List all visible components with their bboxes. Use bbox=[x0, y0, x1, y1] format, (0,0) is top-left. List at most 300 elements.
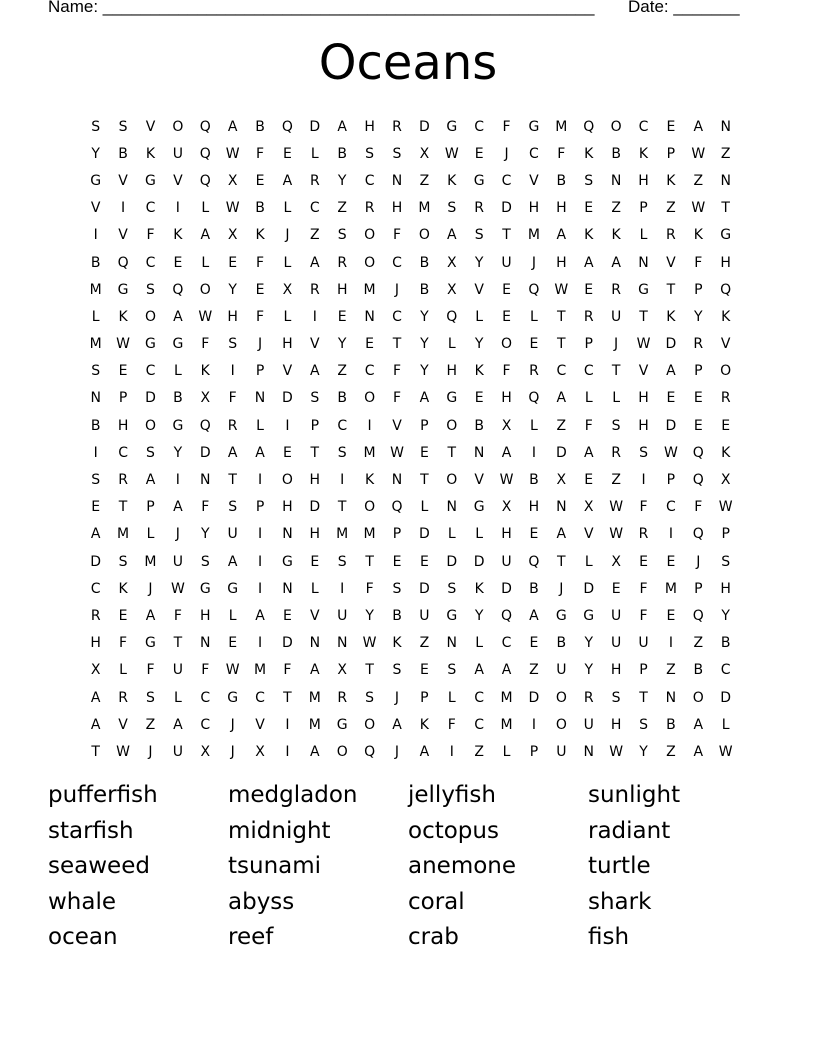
grid-letter[interactable]: U bbox=[501, 553, 512, 570]
grid-letter[interactable]: P bbox=[694, 281, 703, 298]
grid-letter[interactable]: S bbox=[365, 689, 375, 706]
grid-letter[interactable]: Z bbox=[337, 363, 347, 380]
grid-letter[interactable]: A bbox=[255, 444, 265, 461]
grid-letter[interactable]: G bbox=[145, 635, 156, 652]
grid-letter[interactable]: T bbox=[639, 689, 648, 706]
grid-letter[interactable]: D bbox=[720, 689, 732, 706]
grid-letter[interactable]: S bbox=[228, 336, 238, 353]
grid-letter[interactable]: N bbox=[200, 635, 211, 652]
grid-letter[interactable]: N bbox=[254, 390, 266, 407]
grid-letter[interactable]: Y bbox=[474, 336, 484, 353]
grid-letter[interactable]: O bbox=[144, 417, 156, 434]
grid-letter[interactable]: S bbox=[447, 662, 457, 679]
grid-letter[interactable]: Q bbox=[528, 553, 540, 570]
grid-letter[interactable]: N bbox=[610, 172, 622, 189]
grid-letter[interactable]: E bbox=[228, 635, 238, 652]
grid-letter[interactable]: M bbox=[336, 526, 349, 543]
grid-letter[interactable]: E bbox=[118, 363, 128, 380]
grid-letter[interactable]: Y bbox=[420, 363, 429, 380]
grid-letter[interactable]: A bbox=[337, 118, 347, 135]
grid-letter[interactable]: G bbox=[446, 607, 458, 624]
grid-letter[interactable]: K bbox=[200, 363, 210, 380]
grid-letter[interactable]: I bbox=[121, 200, 126, 217]
grid-letter[interactable]: P bbox=[392, 526, 402, 543]
grid-letter[interactable]: Z bbox=[611, 472, 621, 489]
grid-letter[interactable]: B bbox=[529, 472, 539, 489]
grid-letter[interactable]: L bbox=[173, 363, 182, 380]
grid-letter[interactable]: S bbox=[584, 172, 594, 189]
grid-letter[interactable]: A bbox=[310, 662, 320, 679]
grid-letter[interactable]: I bbox=[531, 716, 537, 733]
grid-letter[interactable]: M bbox=[89, 281, 102, 298]
grid-letter[interactable]: C bbox=[392, 254, 402, 271]
grid-letter[interactable]: C bbox=[145, 363, 156, 380]
grid-letter[interactable]: B bbox=[474, 417, 484, 434]
grid-letter[interactable]: D bbox=[90, 553, 102, 570]
grid-letter[interactable]: E bbox=[666, 607, 676, 624]
grid-letter[interactable]: X bbox=[337, 662, 347, 679]
grid-letter[interactable]: G bbox=[528, 118, 540, 135]
grid-letter[interactable]: B bbox=[419, 254, 430, 271]
grid-letter[interactable]: U bbox=[501, 254, 512, 271]
grid-letter[interactable]: M bbox=[144, 553, 157, 570]
grid-letter[interactable]: W bbox=[499, 472, 514, 489]
grid-letter[interactable]: W bbox=[718, 499, 733, 516]
grid-letter[interactable]: B bbox=[419, 281, 430, 298]
grid-letter[interactable]: O bbox=[446, 417, 458, 434]
grid-letter[interactable]: S bbox=[611, 417, 621, 434]
grid-letter[interactable]: U bbox=[556, 743, 567, 760]
grid-letter[interactable]: V bbox=[255, 716, 265, 733]
grid-letter[interactable]: O bbox=[555, 689, 567, 706]
grid-letter[interactable]: E bbox=[529, 635, 539, 652]
grid-letter[interactable]: G bbox=[336, 716, 348, 733]
grid-letter[interactable]: H bbox=[282, 499, 293, 516]
grid-letter[interactable]: M bbox=[500, 689, 513, 706]
grid-letter[interactable]: N bbox=[446, 499, 458, 516]
grid-letter[interactable]: K bbox=[447, 172, 457, 189]
grid-letter[interactable]: S bbox=[365, 145, 375, 162]
grid-letter[interactable]: T bbox=[557, 553, 566, 570]
grid-letter[interactable]: O bbox=[446, 472, 458, 489]
grid-letter[interactable]: F bbox=[392, 363, 402, 380]
grid-letter[interactable]: U bbox=[172, 145, 183, 162]
grid-letter[interactable]: C bbox=[666, 499, 676, 516]
grid-letter[interactable]: N bbox=[638, 254, 649, 271]
grid-letter[interactable]: C bbox=[474, 118, 485, 135]
grid-letter[interactable]: A bbox=[446, 227, 457, 244]
grid-letter[interactable]: A bbox=[200, 227, 211, 244]
grid-letter[interactable]: Y bbox=[337, 336, 347, 353]
grid-letter[interactable]: U bbox=[583, 716, 594, 733]
grid-letter[interactable]: I bbox=[257, 635, 263, 652]
grid-letter[interactable]: I bbox=[668, 635, 673, 652]
grid-letter[interactable]: F bbox=[557, 145, 566, 162]
grid-letter[interactable]: D bbox=[418, 118, 430, 135]
grid-letter[interactable]: K bbox=[419, 716, 429, 733]
grid-letter[interactable]: R bbox=[611, 281, 621, 298]
grid-letter[interactable]: O bbox=[364, 390, 376, 407]
grid-letter[interactable]: T bbox=[557, 308, 566, 325]
grid-letter[interactable]: O bbox=[172, 118, 184, 135]
grid-letter[interactable]: F bbox=[146, 227, 155, 244]
grid-letter[interactable]: P bbox=[639, 662, 648, 679]
grid-letter[interactable]: K bbox=[118, 308, 128, 325]
grid-letter[interactable]: B bbox=[337, 390, 348, 407]
grid-letter[interactable]: Q bbox=[692, 444, 704, 461]
grid-letter[interactable]: A bbox=[556, 390, 567, 407]
grid-letter[interactable]: A bbox=[90, 689, 101, 706]
grid-letter[interactable]: C bbox=[118, 444, 128, 461]
grid-letter[interactable]: Y bbox=[337, 172, 347, 189]
grid-letter[interactable]: C bbox=[392, 308, 402, 325]
grid-letter[interactable]: K bbox=[173, 227, 183, 244]
grid-letter[interactable]: G bbox=[172, 417, 184, 434]
grid-letter[interactable]: L bbox=[447, 336, 456, 353]
grid-letter[interactable]: U bbox=[610, 607, 622, 624]
grid-letter[interactable]: M bbox=[555, 118, 568, 135]
grid-letter[interactable]: I bbox=[312, 308, 317, 325]
grid-letter[interactable]: B bbox=[392, 607, 402, 624]
grid-letter[interactable]: H bbox=[90, 635, 101, 652]
grid-letter[interactable]: S bbox=[447, 200, 457, 217]
grid-letter[interactable]: B bbox=[666, 716, 676, 733]
grid-letter[interactable]: F bbox=[201, 499, 210, 516]
grid-letter[interactable]: S bbox=[310, 390, 320, 407]
grid-letter[interactable]: G bbox=[720, 227, 732, 244]
grid-letter[interactable]: J bbox=[394, 689, 400, 706]
grid-letter[interactable]: P bbox=[420, 417, 429, 434]
grid-letter[interactable]: N bbox=[665, 689, 677, 706]
grid-letter[interactable]: A bbox=[419, 743, 430, 760]
grid-letter[interactable]: D bbox=[501, 580, 512, 597]
grid-letter[interactable]: T bbox=[365, 553, 374, 570]
grid-letter[interactable]: A bbox=[173, 308, 183, 325]
grid-letter[interactable]: B bbox=[611, 145, 621, 162]
grid-letter[interactable]: U bbox=[419, 607, 430, 624]
grid-letter[interactable]: Z bbox=[666, 743, 676, 760]
grid-letter[interactable]: X bbox=[90, 662, 101, 679]
grid-letter[interactable]: R bbox=[474, 200, 485, 217]
grid-letter[interactable]: W bbox=[663, 444, 678, 461]
grid-letter[interactable]: M bbox=[89, 336, 102, 353]
grid-letter[interactable]: N bbox=[446, 635, 458, 652]
grid-letter[interactable]: P bbox=[255, 363, 265, 380]
grid-letter[interactable]: U bbox=[227, 526, 238, 543]
grid-letter[interactable]: I bbox=[257, 472, 263, 489]
grid-letter[interactable]: E bbox=[255, 172, 265, 189]
grid-letter[interactable]: S bbox=[447, 580, 457, 597]
grid-letter[interactable]: W bbox=[116, 743, 130, 760]
grid-letter[interactable]: H bbox=[556, 200, 567, 217]
grid-letter[interactable]: F bbox=[228, 390, 237, 407]
grid-letter[interactable]: S bbox=[392, 662, 402, 679]
grid-letter[interactable]: H bbox=[610, 716, 622, 733]
grid-letter[interactable]: X bbox=[227, 227, 238, 244]
grid-letter[interactable]: N bbox=[282, 526, 293, 543]
grid-letter[interactable]: Q bbox=[528, 390, 540, 407]
grid-letter[interactable]: N bbox=[720, 118, 731, 135]
grid-letter[interactable]: C bbox=[474, 716, 485, 733]
grid-letter[interactable]: U bbox=[172, 553, 183, 570]
grid-letter[interactable]: T bbox=[337, 499, 347, 516]
grid-letter[interactable]: J bbox=[175, 526, 180, 543]
grid-letter[interactable]: G bbox=[227, 689, 239, 706]
grid-letter[interactable]: T bbox=[283, 689, 292, 706]
grid-letter[interactable]: W bbox=[170, 580, 185, 597]
grid-letter[interactable]: D bbox=[555, 444, 567, 461]
grid-letter[interactable]: H bbox=[501, 390, 512, 407]
grid-letter[interactable]: T bbox=[91, 743, 100, 760]
grid-letter[interactable]: E bbox=[693, 417, 703, 434]
grid-letter[interactable]: C bbox=[501, 635, 512, 652]
grid-letter[interactable]: E bbox=[283, 145, 292, 162]
grid-letter[interactable]: O bbox=[281, 472, 293, 489]
grid-letter[interactable]: Z bbox=[666, 200, 676, 217]
grid-letter[interactable]: F bbox=[584, 417, 593, 434]
grid-letter[interactable]: Q bbox=[692, 607, 704, 624]
grid-letter[interactable]: V bbox=[474, 281, 484, 298]
grid-letter[interactable]: D bbox=[528, 689, 540, 706]
grid-letter[interactable]: C bbox=[720, 662, 731, 679]
grid-letter[interactable]: S bbox=[228, 499, 238, 516]
grid-letter[interactable]: G bbox=[555, 607, 567, 624]
grid-letter[interactable]: E bbox=[255, 281, 265, 298]
grid-letter[interactable]: N bbox=[720, 172, 731, 189]
grid-letter[interactable]: G bbox=[145, 172, 156, 189]
grid-letter[interactable]: A bbox=[556, 227, 567, 244]
grid-letter[interactable]: L bbox=[530, 417, 538, 434]
grid-letter[interactable]: I bbox=[93, 227, 98, 244]
grid-letter[interactable]: I bbox=[230, 363, 235, 380]
grid-letter[interactable]: K bbox=[666, 172, 676, 189]
grid-letter[interactable]: F bbox=[365, 580, 374, 597]
grid-letter[interactable]: N bbox=[473, 444, 485, 461]
grid-letter[interactable]: B bbox=[693, 662, 704, 679]
grid-letter[interactable]: T bbox=[611, 363, 621, 380]
grid-letter[interactable]: Z bbox=[693, 635, 704, 652]
grid-letter[interactable]: L bbox=[447, 689, 456, 706]
grid-letter[interactable]: S bbox=[639, 716, 648, 733]
grid-letter[interactable]: J bbox=[696, 553, 701, 570]
grid-letter[interactable]: E bbox=[283, 607, 292, 624]
grid-letter[interactable]: X bbox=[446, 281, 457, 298]
grid-letter[interactable]: A bbox=[474, 662, 484, 679]
grid-letter[interactable]: E bbox=[419, 553, 429, 570]
grid-letter[interactable]: L bbox=[256, 417, 264, 434]
grid-letter[interactable]: K bbox=[584, 227, 594, 244]
grid-letter[interactable]: H bbox=[282, 336, 293, 353]
grid-letter[interactable]: Q bbox=[172, 281, 184, 298]
grid-letter[interactable]: W bbox=[609, 743, 624, 760]
grid-letter[interactable]: S bbox=[146, 444, 155, 461]
grid-letter[interactable]: E bbox=[337, 308, 347, 325]
grid-letter[interactable]: L bbox=[530, 308, 538, 325]
grid-letter[interactable]: F bbox=[201, 662, 210, 679]
grid-letter[interactable]: V bbox=[529, 172, 539, 189]
grid-letter[interactable]: A bbox=[227, 118, 238, 135]
grid-letter[interactable]: A bbox=[90, 526, 101, 543]
grid-letter[interactable]: V bbox=[282, 363, 293, 380]
grid-letter[interactable]: B bbox=[90, 417, 101, 434]
grid-letter[interactable]: Q bbox=[692, 526, 704, 543]
grid-letter[interactable]: D bbox=[473, 553, 485, 570]
grid-letter[interactable]: E bbox=[611, 580, 621, 597]
grid-letter[interactable]: W bbox=[636, 336, 651, 353]
grid-letter[interactable]: B bbox=[173, 390, 183, 407]
grid-letter[interactable]: D bbox=[418, 526, 430, 543]
grid-letter[interactable]: E bbox=[310, 553, 320, 570]
grid-letter[interactable]: F bbox=[392, 390, 402, 407]
grid-letter[interactable]: C bbox=[200, 689, 211, 706]
grid-letter[interactable]: Y bbox=[173, 444, 183, 461]
grid-letter[interactable]: E bbox=[365, 336, 375, 353]
grid-letter[interactable]: V bbox=[145, 118, 156, 135]
grid-letter[interactable]: B bbox=[529, 580, 539, 597]
grid-letter[interactable]: W bbox=[609, 526, 624, 543]
grid-letter[interactable]: H bbox=[528, 200, 540, 217]
grid-letter[interactable]: C bbox=[145, 254, 156, 271]
grid-letter[interactable]: Q bbox=[528, 281, 540, 298]
grid-letter[interactable]: H bbox=[309, 472, 321, 489]
grid-letter[interactable]: P bbox=[118, 390, 128, 407]
grid-letter[interactable]: D bbox=[665, 336, 677, 353]
grid-letter[interactable]: R bbox=[529, 363, 539, 380]
grid-letter[interactable]: Q bbox=[281, 118, 293, 135]
grid-letter[interactable]: U bbox=[172, 743, 183, 760]
grid-letter[interactable]: H bbox=[610, 662, 622, 679]
grid-letter[interactable]: X bbox=[446, 254, 457, 271]
grid-letter[interactable]: Y bbox=[721, 607, 730, 624]
grid-letter[interactable]: Z bbox=[529, 662, 539, 679]
grid-letter[interactable]: J bbox=[504, 145, 509, 162]
grid-letter[interactable]: G bbox=[473, 172, 485, 189]
grid-letter[interactable]: D bbox=[583, 580, 595, 597]
grid-letter[interactable]: A bbox=[392, 716, 402, 733]
grid-letter[interactable]: N bbox=[336, 635, 348, 652]
grid-letter[interactable]: S bbox=[474, 227, 484, 244]
grid-letter[interactable]: A bbox=[556, 526, 567, 543]
grid-letter[interactable]: B bbox=[720, 635, 731, 652]
grid-letter[interactable]: G bbox=[473, 499, 485, 516]
grid-letter[interactable]: F bbox=[256, 308, 265, 325]
grid-letter[interactable]: J bbox=[230, 743, 235, 760]
grid-letter[interactable]: D bbox=[309, 118, 321, 135]
grid-letter[interactable]: W bbox=[225, 145, 240, 162]
grid-letter[interactable]: T bbox=[721, 200, 730, 217]
grid-letter[interactable]: G bbox=[583, 607, 595, 624]
grid-letter[interactable]: O bbox=[692, 689, 704, 706]
grid-letter[interactable]: I bbox=[340, 580, 345, 597]
grid-letter[interactable]: Y bbox=[420, 308, 429, 325]
grid-letter[interactable]: I bbox=[285, 716, 290, 733]
grid-letter[interactable]: W bbox=[691, 200, 706, 217]
grid-letter[interactable]: Q bbox=[446, 308, 458, 325]
grid-letter[interactable]: F bbox=[639, 580, 648, 597]
grid-letter[interactable]: H bbox=[556, 254, 567, 271]
grid-letter[interactable]: O bbox=[364, 716, 376, 733]
grid-letter[interactable]: D bbox=[199, 444, 211, 461]
grid-letter[interactable]: E bbox=[666, 553, 676, 570]
grid-letter[interactable]: E bbox=[529, 336, 539, 353]
grid-letter[interactable]: A bbox=[282, 172, 293, 189]
grid-letter[interactable]: C bbox=[337, 417, 348, 434]
grid-letter[interactable]: K bbox=[638, 145, 649, 162]
grid-letter[interactable]: Y bbox=[91, 145, 100, 162]
grid-letter[interactable]: K bbox=[365, 472, 375, 489]
grid-letter[interactable]: H bbox=[309, 526, 321, 543]
grid-letter[interactable]: I bbox=[340, 472, 345, 489]
word-search-grid[interactable] bbox=[82, 113, 742, 766]
grid-letter[interactable]: T bbox=[420, 472, 429, 489]
grid-letter[interactable]: Q bbox=[199, 172, 211, 189]
grid-letter[interactable]: S bbox=[337, 553, 347, 570]
grid-letter[interactable]: T bbox=[557, 336, 566, 353]
grid-letter[interactable]: J bbox=[285, 227, 290, 244]
grid-letter[interactable]: I bbox=[257, 553, 263, 570]
grid-letter[interactable]: E bbox=[502, 308, 511, 325]
grid-letter[interactable]: Z bbox=[337, 200, 347, 217]
grid-letter[interactable]: K bbox=[666, 308, 676, 325]
grid-letter[interactable]: Q bbox=[720, 281, 732, 298]
grid-letter[interactable]: C bbox=[638, 118, 649, 135]
grid-letter[interactable]: R bbox=[583, 308, 594, 325]
grid-letter[interactable]: V bbox=[638, 363, 649, 380]
grid-letter[interactable]: Y bbox=[584, 662, 593, 679]
grid-letter[interactable]: C bbox=[255, 689, 265, 706]
grid-letter[interactable]: A bbox=[583, 444, 594, 461]
grid-letter[interactable]: W bbox=[718, 743, 733, 760]
grid-letter[interactable]: X bbox=[419, 145, 430, 162]
grid-letter[interactable]: N bbox=[200, 472, 211, 489]
grid-letter[interactable]: B bbox=[255, 118, 265, 135]
grid-letter[interactable]: K bbox=[118, 580, 128, 597]
grid-letter[interactable]: Q bbox=[117, 254, 129, 271]
grid-letter[interactable]: V bbox=[310, 607, 320, 624]
grid-letter[interactable]: M bbox=[527, 227, 540, 244]
grid-letter[interactable]: Z bbox=[419, 635, 430, 652]
grid-letter[interactable]: P bbox=[529, 743, 539, 760]
grid-letter[interactable]: N bbox=[309, 635, 321, 652]
grid-letter[interactable]: O bbox=[199, 281, 211, 298]
grid-letter[interactable]: J bbox=[394, 743, 400, 760]
grid-letter[interactable]: X bbox=[556, 472, 567, 489]
grid-letter[interactable]: L bbox=[447, 526, 456, 543]
grid-letter[interactable]: S bbox=[200, 553, 210, 570]
grid-letter[interactable]: A bbox=[310, 254, 320, 271]
grid-letter[interactable]: O bbox=[555, 716, 567, 733]
grid-letter[interactable]: E bbox=[666, 390, 676, 407]
grid-letter[interactable]: H bbox=[720, 254, 731, 271]
grid-letter[interactable]: V bbox=[118, 172, 128, 189]
grid-letter[interactable]: G bbox=[638, 281, 649, 298]
grid-letter[interactable]: S bbox=[611, 689, 621, 706]
grid-letter[interactable]: S bbox=[91, 363, 101, 380]
grid-letter[interactable]: E bbox=[474, 390, 484, 407]
grid-letter[interactable]: Z bbox=[310, 227, 320, 244]
grid-letter[interactable]: G bbox=[446, 390, 458, 407]
grid-letter[interactable]: X bbox=[255, 743, 265, 760]
grid-letter[interactable]: R bbox=[666, 227, 676, 244]
grid-letter[interactable]: M bbox=[500, 716, 513, 733]
grid-letter[interactable]: E bbox=[419, 662, 429, 679]
grid-letter[interactable]: W bbox=[225, 200, 240, 217]
grid-letter[interactable]: Z bbox=[145, 716, 156, 733]
grid-letter[interactable]: G bbox=[117, 281, 129, 298]
grid-letter[interactable]: M bbox=[308, 716, 321, 733]
grid-letter[interactable]: P bbox=[146, 499, 155, 516]
grid-letter[interactable]: S bbox=[118, 118, 128, 135]
